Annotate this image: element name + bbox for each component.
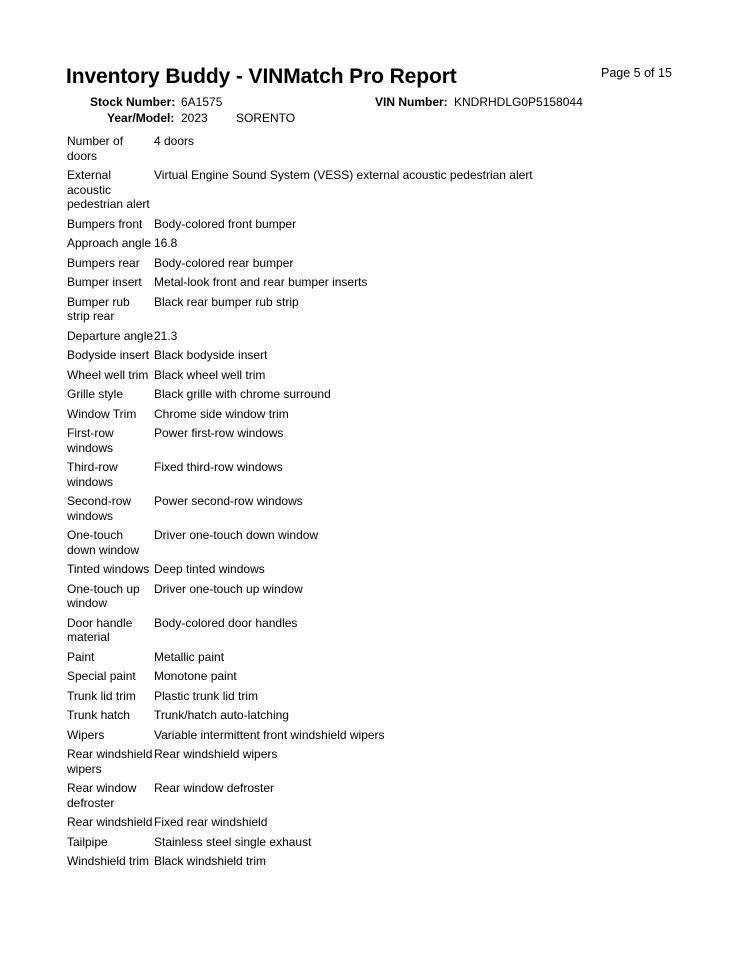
spec-value: Metal-look front and rear bumper inserts xyxy=(154,275,368,289)
spec-name: Departure angle xyxy=(67,328,154,343)
spec-row xyxy=(67,669,667,684)
spec-value: Fixed rear windshield xyxy=(154,815,268,829)
spec-name: Door handle material xyxy=(67,615,133,644)
spec-name: Tailpipe xyxy=(67,834,108,849)
year-model-label: Year/Model: xyxy=(107,111,175,125)
spec-name: Second-row windows xyxy=(67,494,132,523)
model-value: SORENTO xyxy=(236,111,296,125)
spec-row xyxy=(67,650,667,665)
spec-name: Paint xyxy=(67,649,95,664)
spec-row xyxy=(67,616,667,645)
spec-name: One-touch down window xyxy=(67,528,140,557)
spec-row xyxy=(67,582,667,611)
spec-value: Body-colored door handles xyxy=(154,615,298,630)
spec-row xyxy=(67,256,667,271)
spec-row xyxy=(67,747,667,776)
spec-row xyxy=(67,494,667,523)
spec-name: Special paint xyxy=(67,669,136,683)
spec-value: Black grille with chrome surround xyxy=(154,387,331,401)
spec-name: External acoustic pedestrian alert xyxy=(67,168,150,211)
spec-row xyxy=(67,329,667,344)
spec-name: Approach angle xyxy=(67,236,152,250)
spec-row xyxy=(67,815,667,830)
spec-value: Black wheel well trim xyxy=(154,367,266,382)
spec-row xyxy=(67,236,667,251)
spec-name: Third-row windows xyxy=(67,460,118,489)
spec-row xyxy=(67,134,667,163)
spec-name: Windshield trim xyxy=(67,854,150,868)
spec-value: Black bodyside insert xyxy=(154,348,268,362)
spec-value: Chrome side window trim xyxy=(154,406,289,421)
spec-name: Rear window defroster xyxy=(67,781,137,810)
spec-name: Rear windshield xyxy=(67,815,153,829)
spec-name: First-row windows xyxy=(67,426,114,455)
spec-row xyxy=(67,275,667,290)
spec-value: Fixed third-row windows xyxy=(154,460,283,474)
spec-row xyxy=(67,781,667,810)
spec-name: One-touch up window xyxy=(67,581,140,610)
spec-value: 21.3 xyxy=(154,328,178,343)
spec-name: Bumpers front xyxy=(67,216,143,231)
stock-number-value: 6A1575 xyxy=(181,95,223,109)
spec-value: Stainless steel single exhaust xyxy=(154,834,312,849)
spec-value: 4 doors xyxy=(154,134,195,148)
spec-list xyxy=(67,134,667,874)
spec-value: Rear windshield wipers xyxy=(154,747,278,761)
spec-name: Bumper insert xyxy=(67,275,142,289)
spec-value: Virtual Engine Sound System (VESS) external acoustic pedestrian alert xyxy=(154,168,533,182)
spec-value: Body-colored front bumper xyxy=(154,216,297,231)
vin-number-value: KNDRHDLG0P5158044 xyxy=(454,95,583,109)
stock-number-label: Stock Number: xyxy=(90,95,176,109)
spec-row xyxy=(67,835,667,850)
spec-row xyxy=(67,460,667,489)
spec-row xyxy=(67,217,667,232)
spec-row xyxy=(67,168,667,212)
spec-name: Window Trim xyxy=(67,406,137,421)
spec-value: 16.8 xyxy=(154,236,178,250)
spec-name: Trunk hatch xyxy=(67,708,130,722)
spec-row xyxy=(67,348,667,363)
spec-name: Rear windshield wipers xyxy=(67,747,153,776)
spec-value: Deep tinted windows xyxy=(154,562,265,576)
spec-row xyxy=(67,689,667,704)
spec-value: Power second-row windows xyxy=(154,494,303,508)
spec-name: Wipers xyxy=(67,727,105,742)
page-number: Page 5 of 15 xyxy=(601,66,672,80)
spec-value: Variable intermittent front windshield wipers xyxy=(154,727,385,742)
spec-row xyxy=(67,426,667,455)
spec-row xyxy=(67,708,667,723)
spec-name: Trunk lid trim xyxy=(67,688,136,703)
spec-name: Bumper rub strip rear xyxy=(67,294,130,323)
report-title: Inventory Buddy - VINMatch Pro Report xyxy=(66,65,457,88)
spec-row xyxy=(67,387,667,402)
spec-value: Power first-row windows xyxy=(154,426,284,440)
spec-value: Driver one-touch down window xyxy=(154,528,319,542)
year-value: 2023 xyxy=(181,111,208,125)
spec-value: Trunk/hatch auto-latching xyxy=(154,708,289,722)
spec-value: Driver one-touch up window xyxy=(154,581,303,596)
spec-value: Rear window defroster xyxy=(154,781,275,795)
spec-row xyxy=(67,562,667,577)
spec-name: Wheel well trim xyxy=(67,367,149,382)
spec-name: Tinted windows xyxy=(67,562,150,576)
spec-row xyxy=(67,295,667,324)
vin-number-label: VIN Number: xyxy=(375,95,448,109)
spec-row xyxy=(67,368,667,383)
spec-value: Black windshield trim xyxy=(154,854,267,868)
spec-row xyxy=(67,528,667,557)
spec-row xyxy=(67,854,667,869)
spec-name: Number of doors xyxy=(67,134,124,163)
spec-value: Monotone paint xyxy=(154,669,237,683)
spec-name: Bumpers rear xyxy=(67,255,140,270)
spec-name: Bodyside insert xyxy=(67,348,150,362)
spec-name: Grille style xyxy=(67,387,124,401)
spec-row xyxy=(67,407,667,422)
spec-value: Metallic paint xyxy=(154,649,225,664)
spec-value: Plastic trunk lid trim xyxy=(154,688,259,703)
spec-value: Black rear bumper rub strip xyxy=(154,294,299,309)
spec-row xyxy=(67,728,667,743)
spec-value: Body-colored rear bumper xyxy=(154,255,294,270)
